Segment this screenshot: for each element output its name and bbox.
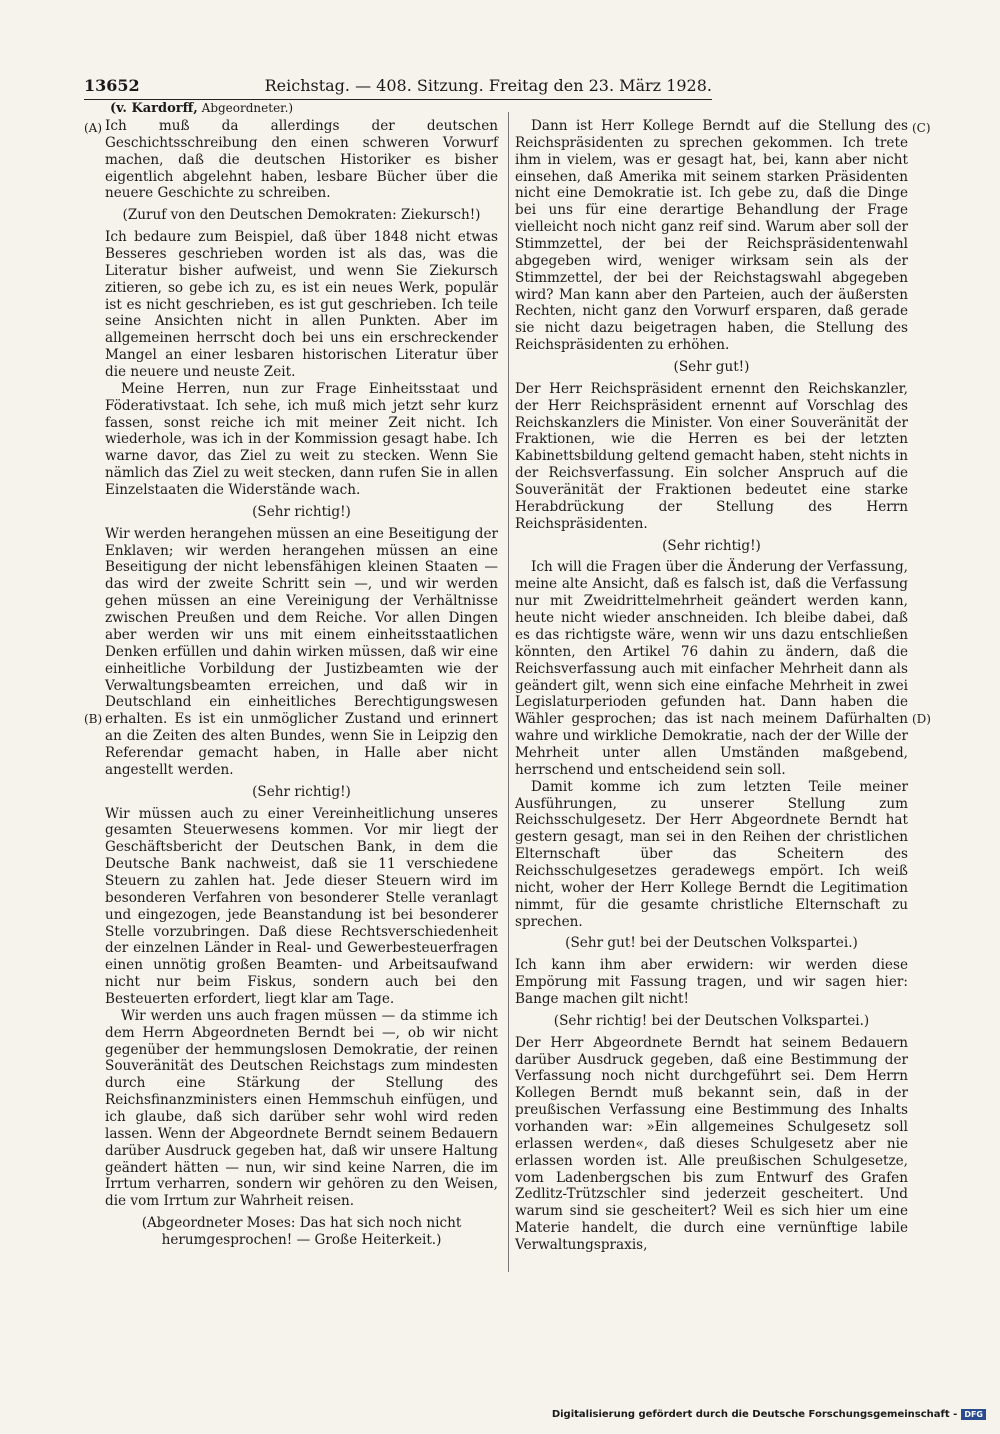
paragraph: Meine Herren, nun zur Frage Einheitsstaat und Föderativstaat. Ich sehe, ich muß mich jetzt sehr kurz fassen, sonst reiche ich mit meiner Zeit nicht. Ich wiederhole, was ich in der Kommission gesagt habe. Ich warne davor, das Ziel zu weit zu stecken. Wenn Sie nämlich das Ziel zu weit stecken, dann rufen Sie in allen Einzelstaaten die Widerstände wach.: [105, 380, 498, 499]
speaker-role: Abgeordneter.): [201, 101, 294, 115]
dfg-logo: DFG: [961, 1409, 986, 1420]
paragraph: Ich will die Fragen über die Änderung der Verfassung, meine alte Ansicht, daß es falsch ist, daß die Verfassung nur mit Zweidrittelmehrheit geändert werden kann, heute nicht wieder anschneiden. Ich bleibe dabei, daß es das richtigste wäre, wenn wir uns dazu entschließen könnten, den Artikel 76 dahin zu ändern, daß die Reichsverfassung auch mit einfacher Mehrheit dann als geändert gilt, wenn sich eine einfache Mehrheit in zwei Legislaturperioden gefunden hat. Dann haben die Wähler gesprochen; das ist nach meinem Dafürhalten wahre und wirkliche Demokratie, nach der der Wille der Mehrheit unter allen Umständen maßgebend, herrschend und entscheidend sein soll.: [515, 559, 908, 778]
paragraph: Ich muß da allerdings der deutschen Geschichtsschreibung den einen schweren Vorwurf machen, daß die deutschen Historiker es bisher eigentlich abgelehnt haben, lesbare Bücher über die neuere Geschichte zu schreiben.: [105, 118, 498, 202]
footer-text: Digitalisierung gefördert durch die Deutsche Forschungsgemeinschaft -: [551, 1409, 958, 1420]
margin-marker-d: (D): [912, 712, 931, 726]
margin-marker-b: (B): [84, 712, 103, 726]
paragraph: Dann ist Herr Kollege Berndt auf die Stellung des Reichspräsidenten zu sprechen gekommen. Ich trete ihm in vielem, was er gesagt hat, bei, kann aber nicht einsehen, daß Amerika mit seinem starken Präsidenten nicht eine Demokratie ist. Ich gebe zu, daß die Dinge bei uns für eine derartige Behandlung der Frage vielleicht noch nicht ganz reif sind. Warum aber soll der Stimmzettel, der bei der Reichspräsidentenwahl abgegeben wird, weniger wirksam sein als der Stimmzettel, der bei der Reichstagswahl abgegeben wird? Man kann aber den Parteien, auch der äußersten Rechten, nicht ganz den Vorwurf ersparen, daß gerade sie nicht dazu beigetragen haben, die Stellung des Reichspräsidenten zu erhöhen.: [515, 118, 908, 354]
running-title: Reichstag. — 408. Sitzung. Freitag den 23. März 1928.: [264, 76, 712, 95]
margin-marker-c: (C): [912, 121, 931, 135]
footer: [552, 1409, 986, 1420]
speaker-line: [110, 101, 293, 116]
left-column: [105, 118, 498, 1254]
paragraph: Der Herr Abgeordnete Berndt hat seinem Bedauern darüber Ausdruck gegeben, daß eine Bestimmung der Verfassung noch nicht durchgeführt sei. Dem Herrn Kollegen Berndt muß bekannt sein, daß in der preußischen Verfassung eine Bestimmung des Inhalts vorhanden war: »Ein allgemeines Schulgesetz soll erlassen werden«, daß dieses Schulgesetz aber nie erlassen worden ist. Alle preußischen Schulgesetze, vom Ladenbergschen bis zum Entwurf des Grafen Zedlitz-Trützschler sind jederzeit gescheitert. Und warum sind sie gescheitert? Weil es sich hier um eine Materie handelt, die durch eine vernünftige labile Verwaltungspraxis,: [515, 1034, 908, 1253]
paragraph: Wir werden uns auch fragen müssen — da stimme ich dem Herrn Abgeordneten Berndt bei —, ob wir nicht gegenüber der hemmungslosen Demokratie, der reinen Souveränität des Deutschen Reichstags zum mindesten durch eine Stärkung der Stellung des Reichsfinanzministers einen Hemmschuh einfügen, und ich glaube, daß sich darüber sehr wohl wird reden lassen. Wenn der Abgeordnete Berndt seinem Bedauern darüber Ausdruck gegeben hat, daß wir unsere Haltung geändert hätten — nun, wir sind keine Narren, die im Irrtum verharren, sondern wir gehören zu den Weisen, die vom Irrtum zur Wahrheit reisen.: [105, 1007, 498, 1210]
interjection: (Sehr gut! bei der Deutschen Volkspartei.): [565, 935, 858, 952]
paragraph: Ich bedaure zum Beispiel, daß über 1848 nicht etwas Besseres geschrieben worden ist als das, was die Literatur bisher aufweist, und wenn Sie Ziekursch zitieren, so gebe ich zu, es ist ein neues Werk, populär ist es nicht geschrieben, es ist gut geschrieben. Ich teile seine Ansichten nicht in allen Punkten. Aber im allgemeinen herrscht doch bei uns ein erschreckender Mangel an einer lesbaren historischen Literatur über die neuere und neuste Zeit.: [105, 229, 498, 381]
interjection: (Sehr richtig!): [662, 537, 761, 554]
interjection: (Sehr richtig! bei der Deutschen Volkspartei.): [553, 1012, 870, 1029]
right-column: [515, 118, 908, 1254]
interjection: (Sehr gut!): [673, 359, 750, 376]
margin-marker-a: (A): [84, 121, 103, 135]
paragraph: Der Herr Reichspräsident ernennt den Reichskanzler, der Herr Reichspräsident ernennt auf Vorschlag des Reichskanzlers die Minister. Von einer Souveränität der Fraktionen, wie die Herren es bei der letzten Kabinettsbildung geltend gemacht haben, steht nichts in der Reichsverfassung. Ein solcher Anspruch auf die Souveränität der Fraktionen bedeutet eine starke Herabdrückung der Stellung des Herrn Reichspräsidenten.: [515, 380, 908, 532]
paragraph: Damit komme ich zum letzten Teile meiner Ausführungen, zu unserer Stellung zum Reichsschulgesetz. Der Herr Abgeordnete Berndt hat gestern gesagt, man sei in den Reihen der christlichen Elternschaft über das Scheitern des Reichsschulgesetzes geradewegs empört. Ich weiß nicht, woher der Herr Kollege Berndt die Legitimation nimmt, für die gesamte christliche Elternschaft zu sprechen.: [515, 778, 908, 930]
page-header: [84, 76, 712, 98]
paragraph: Ich kann ihm aber erwidern: wir werden diese Empörung mit Fassung tragen, und wir sagen hier: Bange machen gilt nicht!: [515, 957, 908, 1007]
page-number: 13652: [84, 76, 140, 95]
interjection: (Abgeordneter Moses: Das hat sich noch nicht herumgesprochen! — Große Heiterkeit.): [141, 1215, 462, 1248]
interjection: (Sehr richtig!): [252, 503, 351, 520]
column-divider: [508, 112, 509, 1272]
interjection: (Sehr richtig!): [252, 783, 351, 800]
paragraph: Wir müssen auch zu einer Vereinheitlichung unseres gesamten Steuerwesens kommen. Vor mir liegt der Geschäftsbericht der Deutschen Bank, in dem die Deutsche Bank nachweist, daß sie 11 verschiedene Steuern zu zahlen hat. Jede dieser Steuern wird im besonderen Verfahren von besonderer Stelle veranlagt und eingezogen, jede Beanstandung ist bei besonderer Stelle vorzubringen. Daß diese Rechtsverschiedenheit der einzelnen Länder in Real- und Gewerbesteuerfragen einen unnötig großen Beamten- und Arbeitsaufwand nicht nur beim Fiskus, sondern auch bei den Besteuerten erfordert, liegt klar am Tage.: [105, 805, 498, 1007]
interjection: (Zuruf von den Deutschen Demokraten: Ziekursch!): [122, 207, 481, 224]
paragraph: Wir werden herangehen müssen an eine Beseitigung der Enklaven; wir werden herangehen müssen an eine Beseitigung der nicht lebensfähigen kleinen Staaten — das wird der zweite Schritt sein —, und wir werden gehen müssen an eine Vereinigung der Verhältnisse zwischen Preußen und dem Reiche. Vor allen Dingen aber werden wir uns mit einem einheitsstaatlichen Denken erfüllen und dahin wirken müssen, daß wir eine einheitliche Vorbildung der Justizbeamten wie der Verwaltungsbeamten erreichen, und daß wir in Deutschland ein einheitliches Berechtigungswesen erhalten. Es ist ein unmöglicher Zustand und erinnert an die Zeiten des alten Bundes, wenn Sie in Leipzig den Referendar gemacht haben, in Halle aber nicht angestellt werden.: [105, 525, 498, 778]
header-rule: [84, 99, 712, 100]
speaker-name: (v. Kardorff,: [110, 101, 198, 116]
